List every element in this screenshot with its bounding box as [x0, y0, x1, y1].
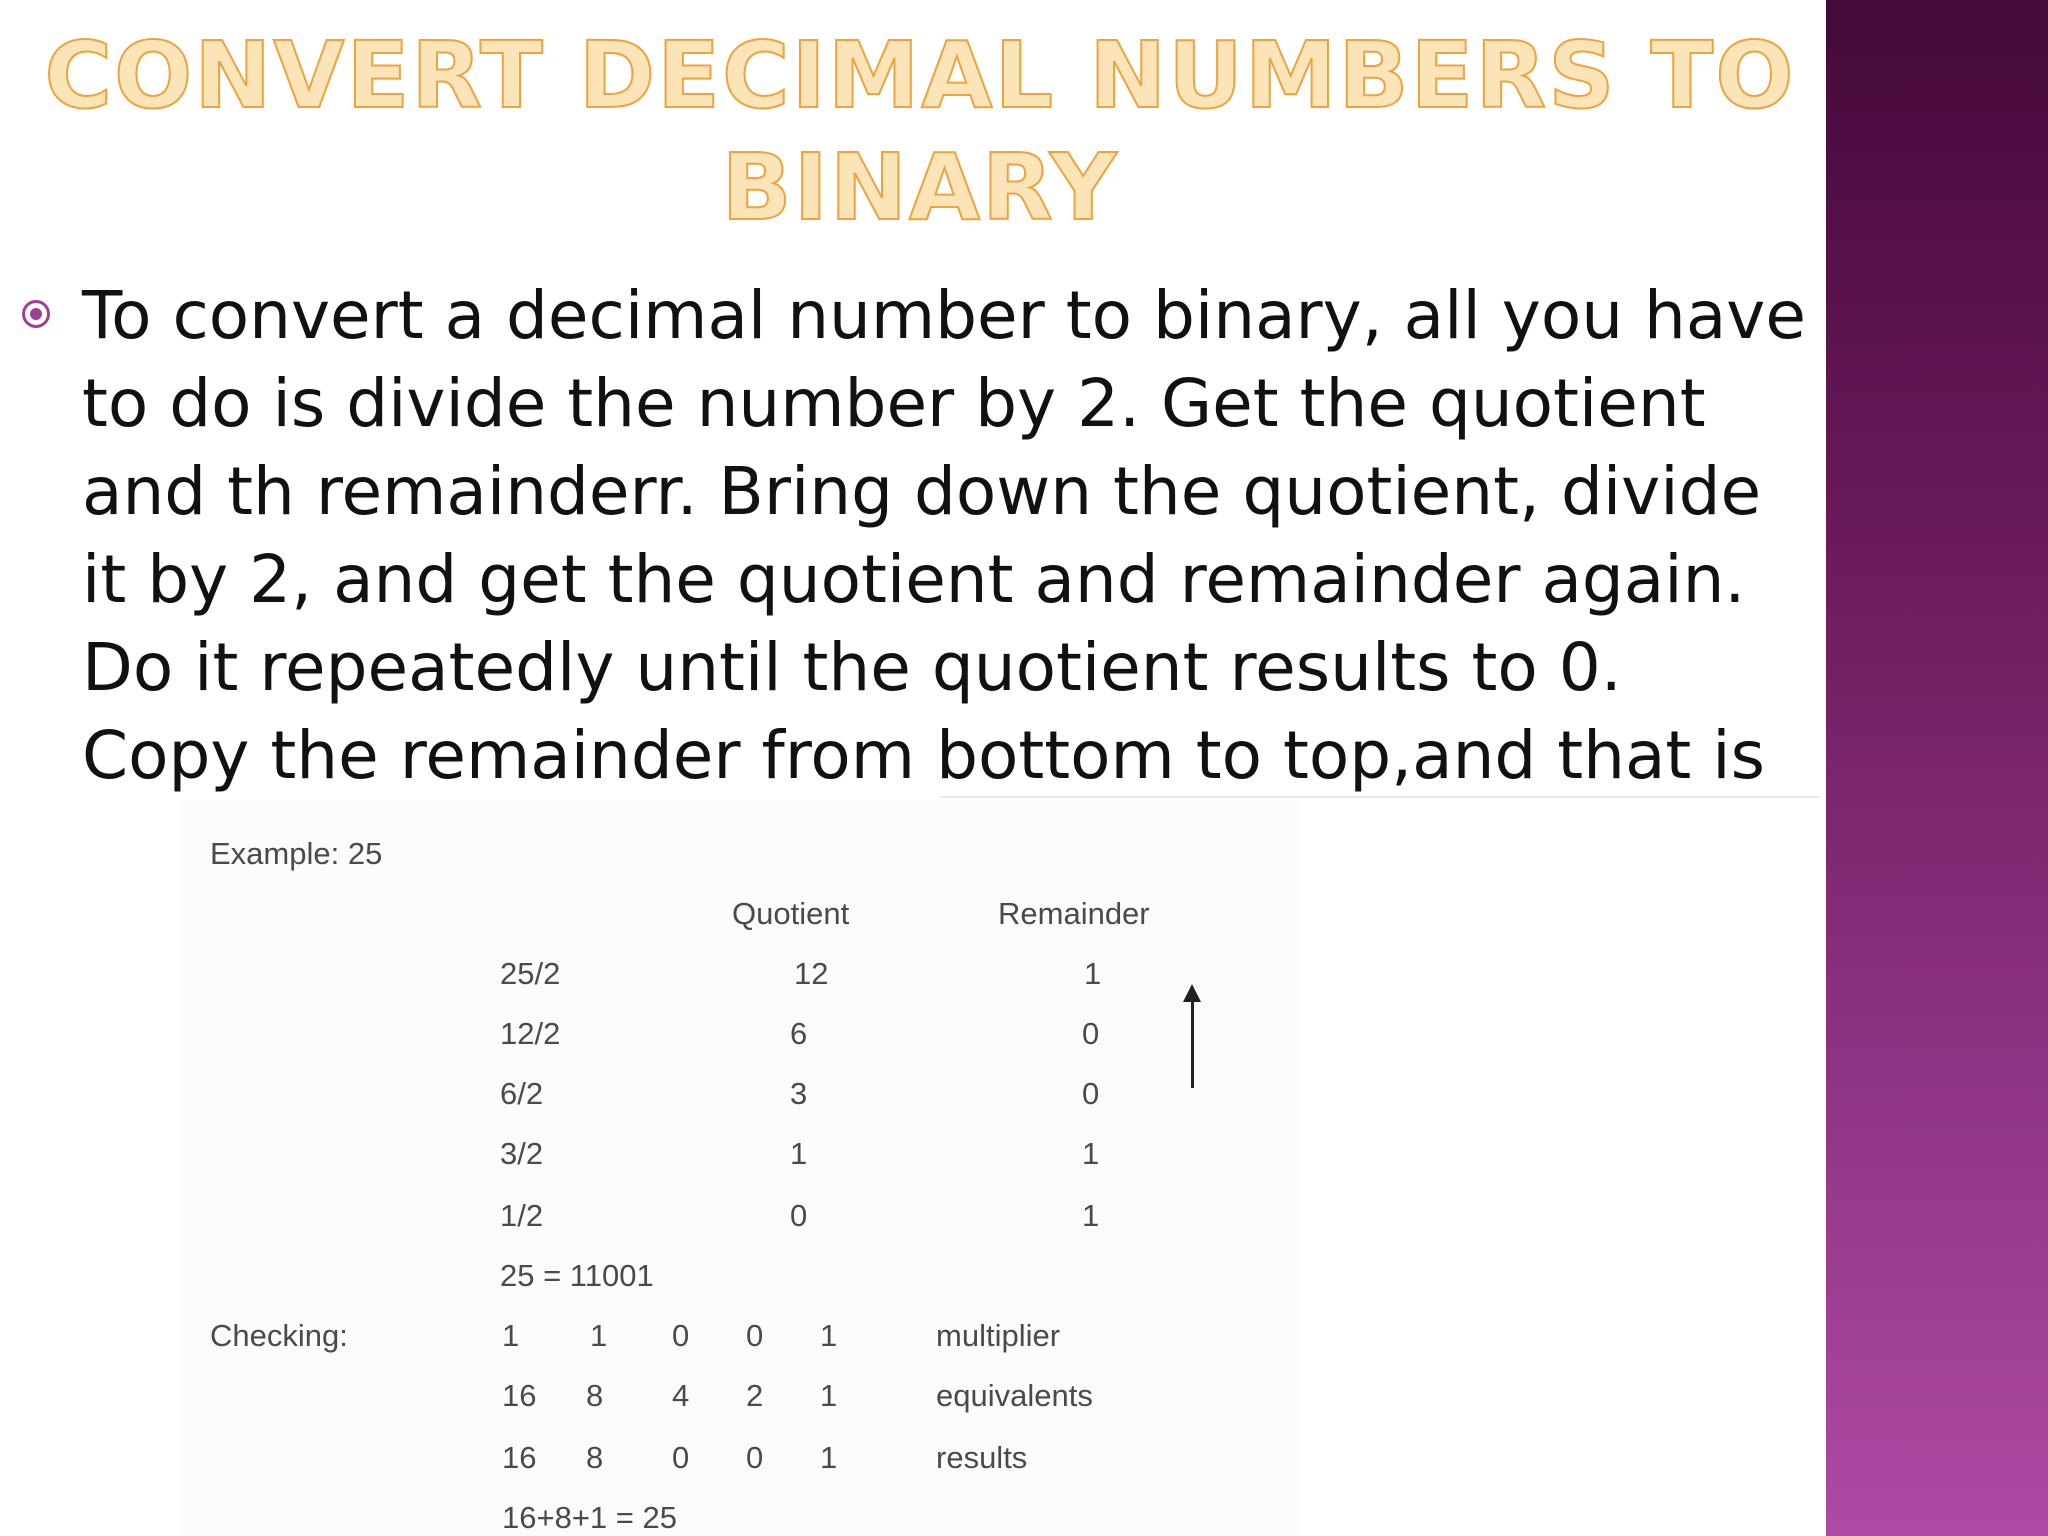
quotient-cell: 0: [790, 1198, 808, 1233]
divider-line: [940, 796, 1820, 798]
quotient-cell: 6: [790, 1016, 808, 1051]
division-cell: 12/2: [500, 1016, 561, 1051]
bullet-text: To convert a decimal number to binary, all you have to do is divide the number by 2. Get the quotient and th remainderr. Bring down the quotient, divide it by 2, and get the quotient and remainder again. Do it repeatedly until the quotient results to 0. Copy the remainder from bottom to top,and that is: [82, 277, 1806, 794]
division-cell: 25/2: [500, 956, 561, 991]
checking-label: Checking:: [210, 1318, 348, 1353]
up-arrow-icon: [1191, 998, 1194, 1088]
equivalent-value: 8: [586, 1378, 604, 1413]
equivalent-value: 16: [502, 1378, 537, 1413]
multiplier-digit: 1: [502, 1318, 520, 1353]
equivalent-value: 1: [820, 1378, 838, 1413]
multiplier-digit: 1: [820, 1318, 838, 1353]
result-value: 16: [502, 1440, 537, 1475]
bullet-circle-icon: [22, 300, 50, 328]
remainder-cell: 1: [1082, 1198, 1100, 1233]
remainder-cell: 0: [1082, 1076, 1100, 1111]
multiplier-digit: 0: [672, 1318, 690, 1353]
results-caption: results: [936, 1440, 1028, 1475]
quotient-header: Quotient: [732, 896, 850, 931]
example-label: Example: 25: [210, 836, 383, 871]
slide-title: CONVERT DECIMAL NUMBERS TO BINARY: [44, 22, 1796, 241]
equivalent-value: 2: [746, 1378, 764, 1413]
division-cell: 6/2: [500, 1076, 544, 1111]
quotient-cell: 12: [794, 956, 829, 991]
result-value: 0: [746, 1440, 764, 1475]
multiplier-caption: multiplier: [936, 1318, 1061, 1353]
binary-result: 25 = 11001: [500, 1258, 654, 1293]
division-cell: 1/2: [500, 1198, 544, 1233]
remainder-cell: 0: [1082, 1016, 1100, 1051]
multiplier-digit: 0: [746, 1318, 764, 1353]
worked-example-image: [180, 800, 1300, 1536]
result-value: 1: [820, 1440, 838, 1475]
division-cell: 3/2: [500, 1136, 544, 1171]
up-arrow-head-icon: [1183, 984, 1201, 1002]
multiplier-digit: 1: [590, 1318, 608, 1353]
quotient-cell: 1: [790, 1136, 808, 1171]
equivalents-caption: equivalents: [936, 1378, 1093, 1413]
result-value: 8: [586, 1440, 604, 1475]
decorative-side-band: [1826, 0, 2048, 1536]
result-value: 0: [672, 1440, 690, 1475]
quotient-cell: 3: [790, 1076, 808, 1111]
equivalent-value: 4: [672, 1378, 690, 1413]
remainder-cell: 1: [1082, 1136, 1100, 1171]
sum-check: 16+8+1 = 25: [502, 1500, 677, 1535]
remainder-header: Remainder: [998, 896, 1150, 931]
remainder-cell: 1: [1084, 956, 1102, 991]
